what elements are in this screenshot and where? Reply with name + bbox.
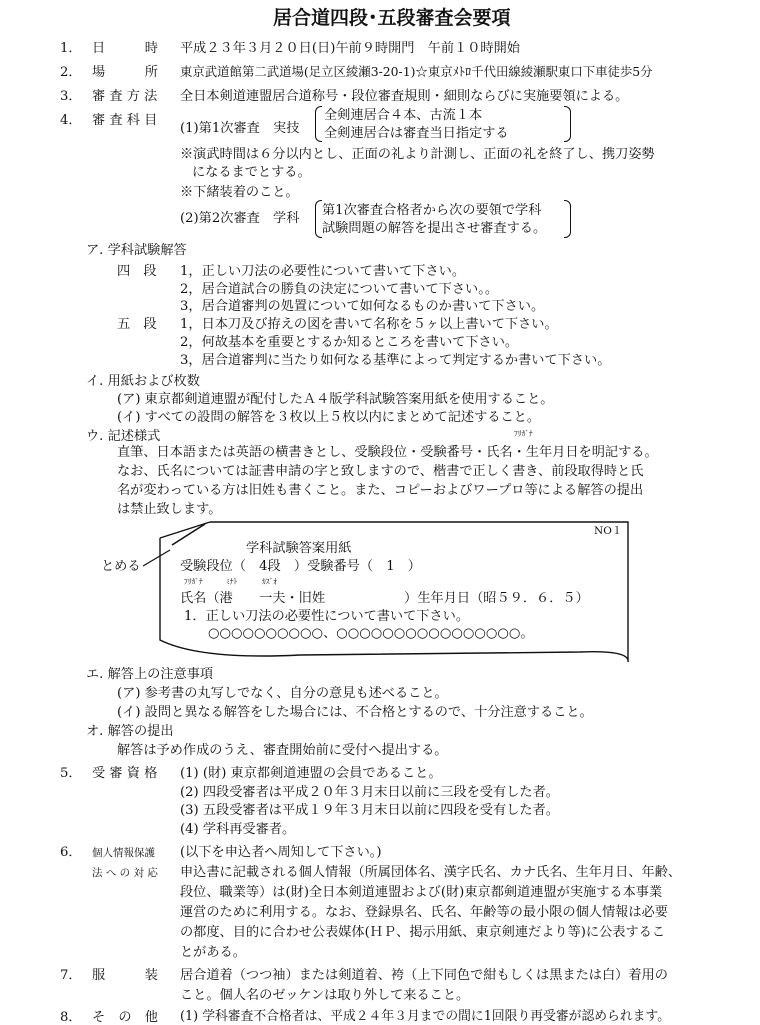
subjects-label: 審 査 科 目 <box>92 113 158 128</box>
sheet-ruby: ｶｽﾞｵ <box>262 577 277 586</box>
rank-label: 四 段 <box>117 264 157 279</box>
privacy-line: とがある。 <box>180 945 246 960</box>
furigana: ﾌﾘｶﾞﾅ <box>514 429 533 438</box>
method-text: 全日本剣道連盟居合道称号・段位審査規則・細則ならびに実施要領による。 <box>180 89 629 104</box>
style-line: は禁止致します。 <box>117 502 222 517</box>
sheet-heading: 学科試験答案用紙 <box>246 541 352 556</box>
staple-label: とめる <box>101 559 141 574</box>
place-label: 場 所 <box>92 65 158 80</box>
note-line: ※下緒装着のこと。 <box>180 185 299 200</box>
attire-line: 居合道着（つつ袖）または剣道着、袴（上下同色で紺もしくは黒または白）着用の <box>180 968 668 983</box>
item-number: 3． <box>60 89 82 104</box>
item-number: 5． <box>60 766 82 781</box>
style-line: なお、氏名については証書申請の字と致しますので、楷書で正しく書き、前段取得時と氏 <box>117 464 644 479</box>
style-line: 名が変わっている方は旧姓も書くこと。また、コピーおよびワープロ等による解答の提出 <box>117 483 644 498</box>
qualification-line: (1) (財) 東京都剣道連盟の会員であること。 <box>180 766 442 781</box>
qualification-label: 受 審 資 格 <box>92 766 158 781</box>
item-number: 4． <box>60 113 82 128</box>
privacy-line: 段位、職業等）は(財)全日本剣道連盟および(財)東京都剣道連盟が実施する本事業 <box>180 885 663 900</box>
first-brace-line: 全剣連居合４本、古流１本 <box>324 108 483 123</box>
method-label: 審 査 方 法 <box>92 89 158 104</box>
qualification-line: (3) 五段受審者は平成１９年３月末日以前に四段を受有した者。 <box>180 803 559 818</box>
sheet-line: 受験段位（ 4段 ）受験番号（ 1 ） <box>180 559 421 574</box>
question: 1，日本刀及び拵えの図を書いて名称を５ヶ以上書いて下さい。 <box>180 317 558 332</box>
other-label: そ の 他 <box>92 1010 158 1025</box>
privacy-line: 申込書に記載される個人情報（所属団体名、漢字氏名、カナ氏名、生年月日、年齢、 <box>180 865 682 880</box>
sheet-ruby: ﾌﾘｶﾞﾅ <box>184 577 203 586</box>
sheet-ruby: ﾐﾅﾄ <box>226 577 238 586</box>
privacy-label: 個人情報保護 <box>92 847 155 859</box>
qualification-line: (4) 学科再受審者。 <box>180 822 296 837</box>
item-number: 2． <box>60 65 82 80</box>
attire-label: 服 装 <box>92 968 158 983</box>
place-text: 東京武道館第二武道場(足立区綾瀬3-20-1)☆東京ﾒﾄﾛ千代田線綾瀬駅東口下車徒歩5分 <box>180 64 653 79</box>
section-heading: エ. 解答上の注意事項 <box>86 667 214 682</box>
note-line: になるまでとする。 <box>192 165 311 180</box>
item-number: 1． <box>60 41 82 56</box>
privacy-line: 運営のために利用する。なお、登録県名、氏名、年齢等の最小限の個人情報は必要 <box>180 905 668 920</box>
item-number: 6． <box>60 845 82 860</box>
section-heading: ア. 学科試験解答 <box>86 243 187 258</box>
question: 3，居合道審判に当たり如何なる基準によって判定するか書いて下さい。 <box>180 353 611 368</box>
attire-line: こと。個人名のゼッケンは取り外して来ること。 <box>180 988 470 1003</box>
section-heading: イ. 用紙および枚数 <box>86 374 200 389</box>
section-heading: ウ. 記述様式 <box>86 429 161 444</box>
submit-line: 解答は予め作成のうえ、審査開始前に受付へ提出する。 <box>117 743 448 758</box>
first-brace-line: 全剣連居合は審査当日指定する <box>324 126 509 141</box>
date-text: 平成２３年３月２０日(日)午前９時開門 午前１０時開始 <box>180 41 520 56</box>
paper-line: (ア) 東京都剣道連盟が配付したＡ４版学科試験答案用紙を使用すること。 <box>117 392 554 407</box>
style-line: 直筆、日本語または英語の横書きとし、受験段位・受験番号・氏名・生年月日を明記する。 <box>117 445 658 460</box>
rank-label: 五 段 <box>117 317 157 332</box>
item-number: 7． <box>60 968 82 983</box>
question: 2，何故基本を重要とするか知るところを書いて下さい。 <box>180 335 519 350</box>
page-title: 居合道四段･五段審査会要項 <box>273 7 511 29</box>
second-brace-line: 第1次審査合格者から次の要領で学科 <box>322 203 542 218</box>
caution-line: (ア) 参考書の丸写しでなく、自分の意見も述べること。 <box>117 686 448 701</box>
first-exam: (1)第1次審査 実技 <box>180 121 300 136</box>
qualification-line: (2) 四段受審者は平成２０年３月末日以前に三段を受有した者。 <box>180 785 559 800</box>
sheet-line: 1．正しい刀法の必要性について書いて下さい。 <box>184 609 470 624</box>
question: 1，正しい刀法の必要性について書いて下さい。 <box>180 264 466 279</box>
privacy-line: (以下を申込者へ周知して下さい。) <box>180 845 382 860</box>
paper-line: (イ) すべての設問の解答を３枚以上５枚以内にまとめて記述すること。 <box>117 410 541 425</box>
sheet-line: ○○○○○○○○○○、○○○○○○○○○○○○○○○○。 <box>208 626 534 641</box>
caution-line: (イ) 設問と異なる解答をした場合には、不合格とするので、十分注意すること。 <box>117 705 593 720</box>
date-label: 日 時 <box>92 41 158 56</box>
other-line: (1) 学科審査不合格者は、平成２４年３月までの間に1回限り再受審が認められます。 <box>180 1009 670 1024</box>
item-number: 8． <box>60 1010 82 1025</box>
second-brace-line: 試験問題の解答を提出させ審査する。 <box>322 221 547 236</box>
second-exam: (2)第2次審査 学科 <box>180 211 300 226</box>
section-heading: オ. 解答の提出 <box>86 724 174 739</box>
privacy-line: の都度、目的に合わせ公表媒体(ＨＰ、掲示用紙、東京剣連だより等)に公表するこ <box>180 925 666 940</box>
note-line: ※演武時間は６分以内とし、正面の礼より計測し、正面の礼を終了し、携刀姿勢 <box>180 147 655 162</box>
question: 3，居合道審判の処置について如何なるものか書いて下さい。 <box>180 299 545 314</box>
sheet-page-number: NO１ <box>594 525 623 537</box>
privacy-label: 法 へ の 対 応 <box>92 867 158 879</box>
sheet-line: 氏名（港 一夫・旧姓 ）生年月日（昭５９．６．５） <box>180 591 589 606</box>
question: 2，居合道試合の勝負の決定について書いて下さい。。 <box>180 282 499 297</box>
